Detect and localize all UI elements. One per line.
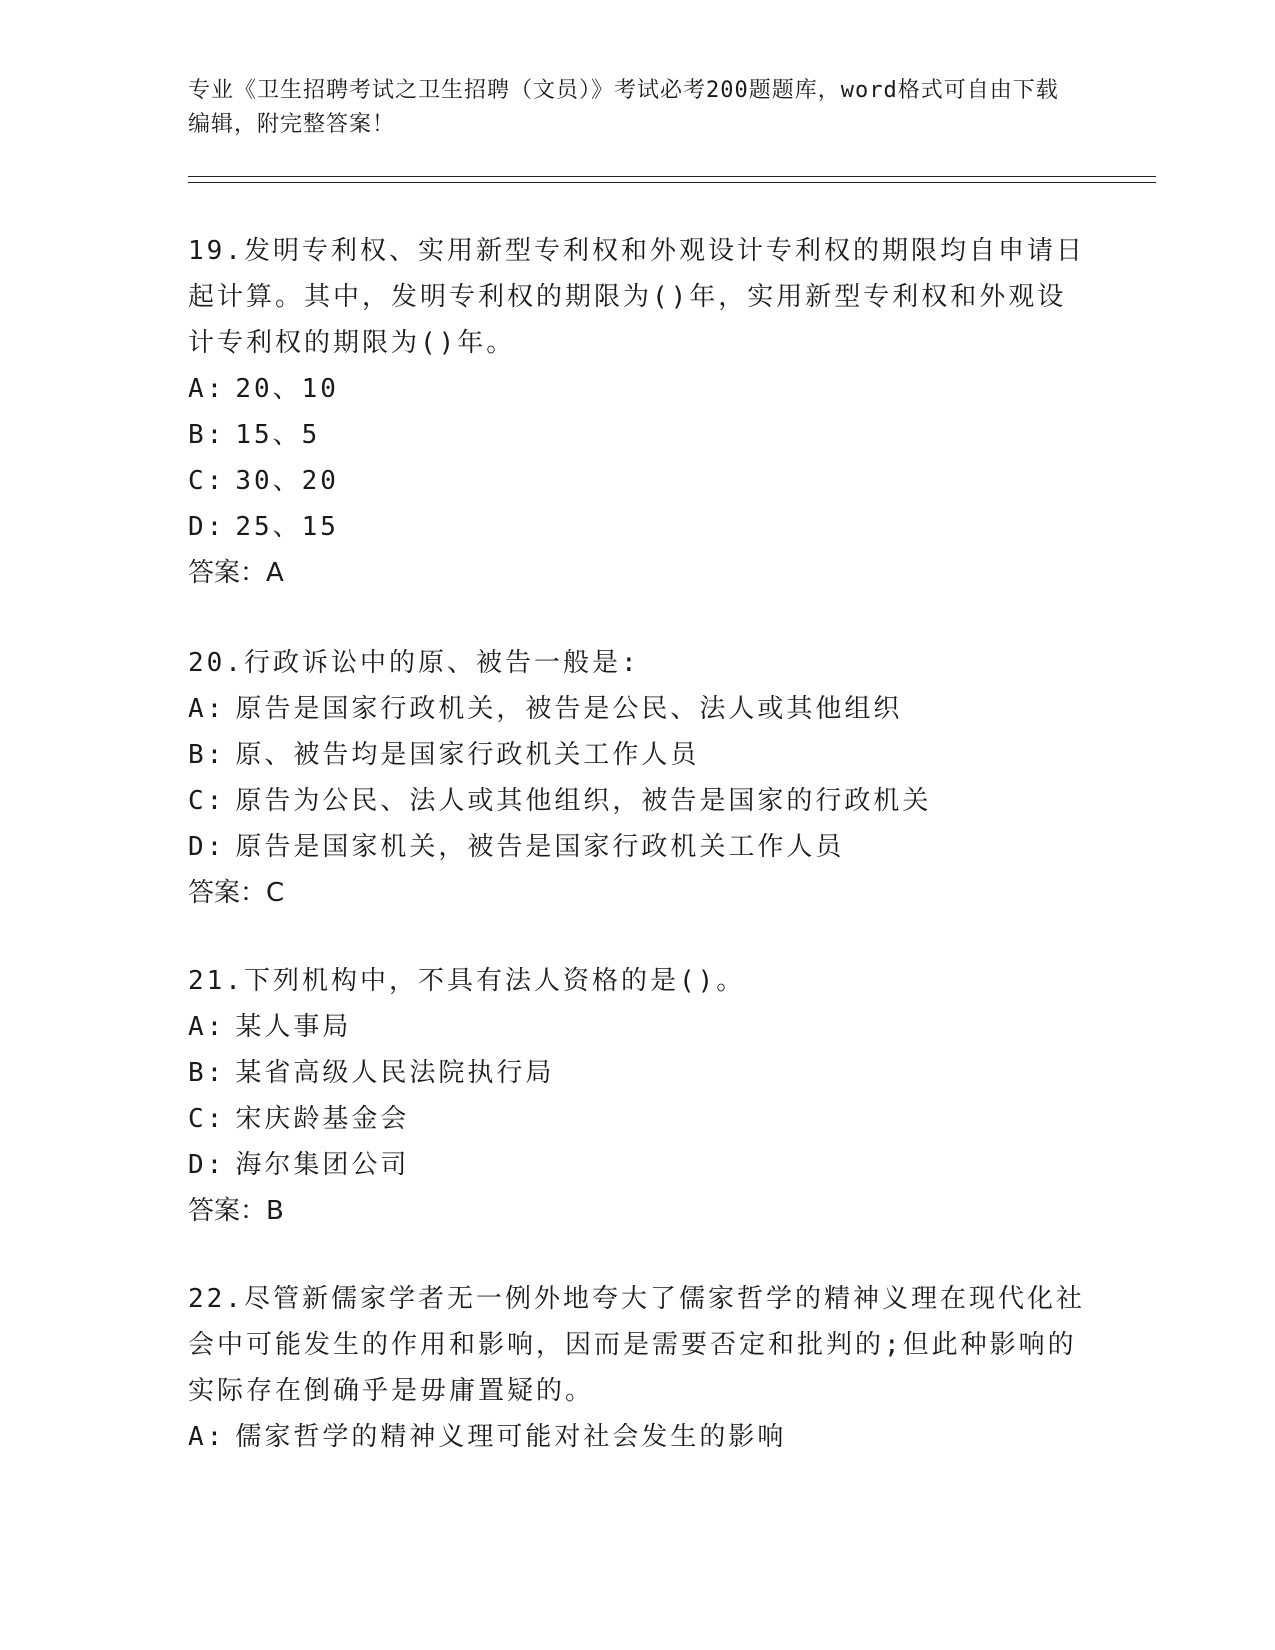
question-22 <box>188 1276 1088 1460</box>
option-label: C: <box>188 786 226 816</box>
option-text: 某省高级人民法院执行局 <box>235 1058 555 1088</box>
option-a <box>188 686 1088 732</box>
option-label: A: <box>188 1012 226 1042</box>
option-text: 儒家哲学的精神义理可能对社会发生的影响 <box>235 1422 787 1452</box>
question-21 <box>188 958 1088 1234</box>
question-stem: 21.下列机构中，不具有法人资格的是()。 <box>188 966 746 996</box>
option-text: 20、10 <box>235 374 339 404</box>
question-stem: 22.尽管新儒家学者无一例外地夸大了儒家哲学的精神义理在现代化社会中可能发生的作用和影响，因而是需要否定和批判的;但此种影响的实际存在倒确乎是毋庸置疑的。 <box>188 1284 1085 1406</box>
option-text: 25、15 <box>235 512 339 542</box>
option-text: 海尔集团公司 <box>235 1150 410 1180</box>
option-a <box>188 366 1088 412</box>
header-rule-bottom <box>188 182 1156 183</box>
option-text: 原告为公民、法人或其他组织，被告是国家的行政机关 <box>235 786 932 816</box>
option-text: 原、被告均是国家行政机关工作人员 <box>235 740 700 770</box>
option-d <box>188 1142 1088 1188</box>
question-stem: 20.行政诉讼中的原、被告一般是: <box>188 648 640 678</box>
option-label: B: <box>188 1058 226 1088</box>
option-text: 15、5 <box>235 420 321 450</box>
option-text: 某人事局 <box>235 1012 352 1042</box>
option-text: 30、20 <box>235 466 339 496</box>
option-label: C: <box>188 1104 226 1134</box>
answer-line: 答案：A <box>188 558 284 588</box>
option-label: A: <box>188 694 226 724</box>
option-b <box>188 412 1088 458</box>
question-20 <box>188 640 1088 916</box>
option-label: B: <box>188 420 226 450</box>
option-text: 原告是国家行政机关，被告是公民、法人或其他组织 <box>235 694 903 724</box>
option-label: D: <box>188 832 226 862</box>
header-rule-top <box>188 176 1156 177</box>
option-c <box>188 458 1088 504</box>
option-label: D: <box>188 512 226 542</box>
option-label: B: <box>188 740 226 770</box>
option-c <box>188 778 1088 824</box>
document-header: 专业《卫生招聘考试之卫生招聘（文员）》考试必考200题题库，word格式可自由下载编辑，附完整答案！ <box>188 78 1059 137</box>
option-a <box>188 1004 1088 1050</box>
option-b <box>188 1050 1088 1096</box>
question-19 <box>188 228 1088 596</box>
option-d <box>188 824 1088 870</box>
option-text: 原告是国家机关，被告是国家行政机关工作人员 <box>235 832 845 862</box>
option-label: D: <box>188 1150 226 1180</box>
option-label: A: <box>188 374 226 404</box>
option-text: 宋庆龄基金会 <box>235 1104 410 1134</box>
option-d <box>188 504 1088 550</box>
question-stem: 19.发明专利权、实用新型专利权和外观设计专利权的期限均自申请日起计算。其中，发明专利权的期限为()年，实用新型专利权和外观设计专利权的期限为()年。 <box>188 236 1085 358</box>
option-b <box>188 732 1088 778</box>
answer-line: 答案：B <box>188 1196 284 1226</box>
option-c <box>188 1096 1088 1142</box>
option-label: A: <box>188 1422 226 1452</box>
option-label: C: <box>188 466 226 496</box>
option-a <box>188 1414 1088 1460</box>
answer-line: 答案：C <box>188 878 285 908</box>
